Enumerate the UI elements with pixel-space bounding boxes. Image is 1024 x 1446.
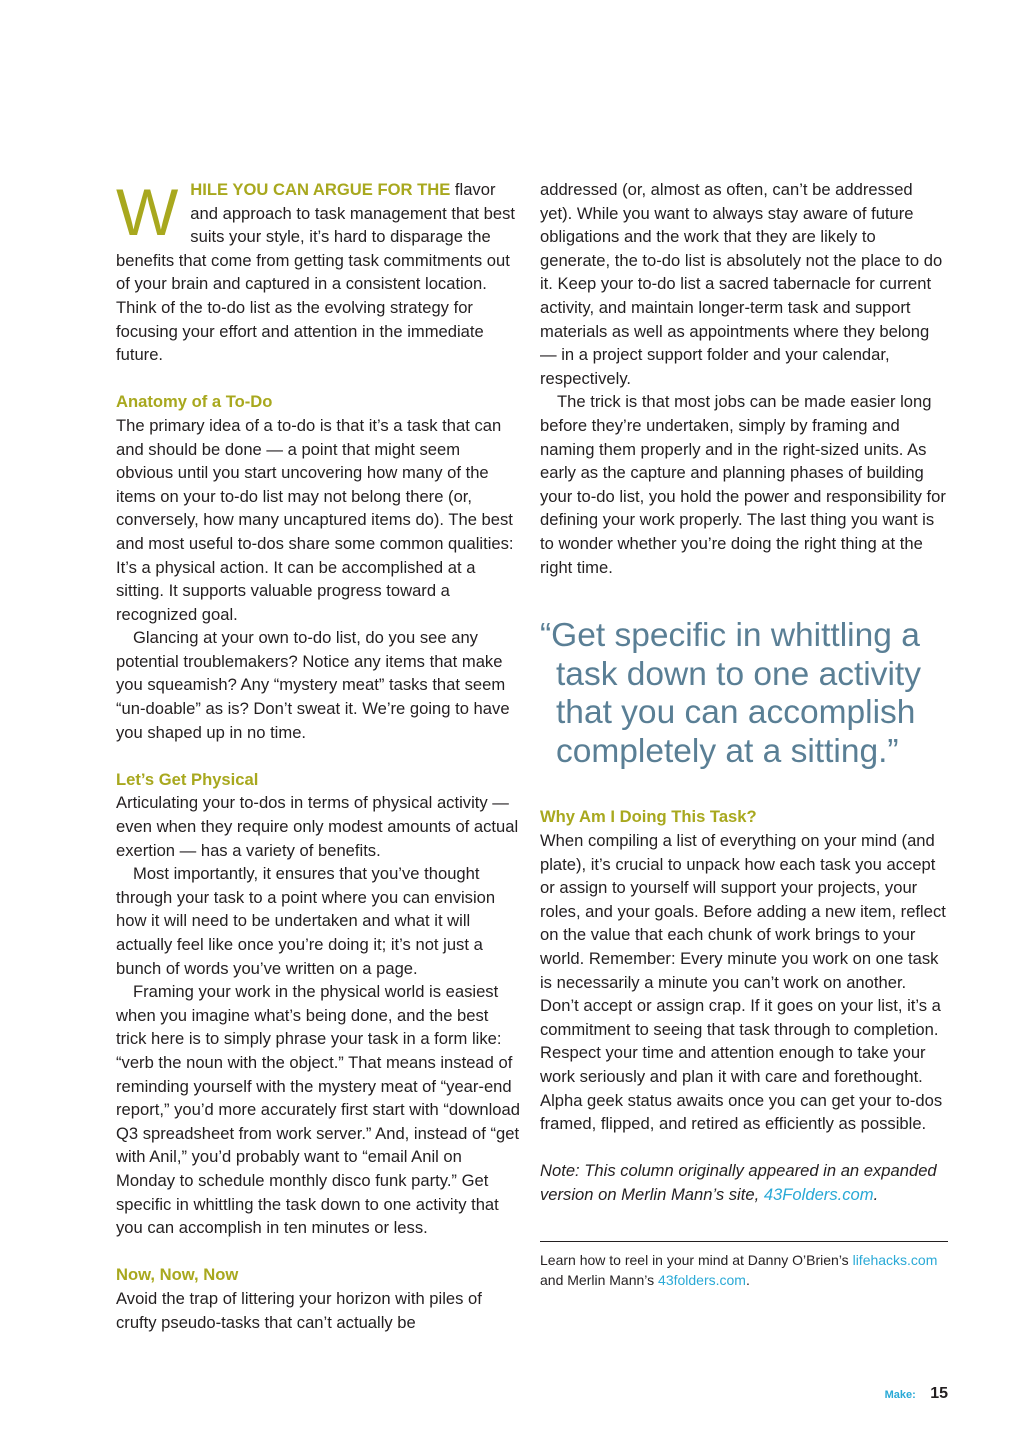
lead-in: HILE YOU CAN ARGUE FOR THE — [190, 180, 451, 199]
intro-paragraph — [116, 175, 521, 367]
paragraph: The primary idea of a to-do is that it’s a task that can and should be done — a point that might seem obvious until you start uncovering how many of the items on your to-do list may not belong there (or, conversely, how many uncaptured items do). The best and most useful to-dos share some common qualities: It’s a physical action. It can be accomplished at a sitting. It supports valuable progress toward a recognized goal. — [116, 415, 514, 624]
paragraph: When compiling a list of everything on your mind (and plate), it’s crucial to unpack how each task you accept or assign to yourself will support your projects, your roles, and your goals. Before adding a new item, reflect on the value that each chunk of work brings to your world. Remember: Every minute you work on one task is necessarily a minute you can’t work on another. Don’t accept or assign crap. If it goes on your list, it’s a commitment to seeing that task through to completion. Respect your time and attention enough to take your work seriously and plan it with care and forethought. Alpha geek status awaits once you can get your to-dos framed, flipped, and retired as efficiently as possible. — [540, 831, 946, 1134]
heading-anatomy: Anatomy of a To-Do — [116, 392, 273, 412]
editor-note — [540, 1159, 948, 1206]
page-number: 15 — [930, 1385, 948, 1402]
drop-cap: W — [116, 175, 179, 249]
paragraph: Most importantly, it ensures that you’ve thought through your task to a point where you can envision how it will need to be undertaken and what it will actually feel like once you’re doing it; it’s not just a bunch of words you’ve written on a page. — [116, 864, 496, 978]
paragraph: addressed (or, almost as often, can’t be addressed yet). While you want to always stay aware of future obligations and the work that they are likely to generate, the to-do list is absolutely not the place to do it. Keep your to-do list a sacred tabernacle for current activity, and maintain longer-term task and support materials as well as appointments where they belong — in a project support folder and your calendar, respectively. — [540, 180, 943, 388]
right-column — [540, 178, 948, 1290]
paragraph: The trick is that most jobs can be made easier long before they’re undertaken, simply by framing and naming them properly and in the right-sized units. As early as the capture and planning phases of building your to-do list, you hold the power and responsibility for defining your work properly. The last thing you want is to wonder whether you’re doing the right thing at the right time. — [540, 392, 946, 577]
footnote-text: Learn how to reel in your mind at Danny O’Brien’s — [540, 1251, 849, 1268]
paragraph: Glancing at your own to-do list, do you see any potential troublemakers? Notice any items that make you squeamish? Any “mystery meat” tasks that seem “un-doable” as is? Don’t sweat it. We’re going to have you shaped up in no time. — [116, 628, 510, 742]
footnote-end: . — [745, 1271, 750, 1288]
heading-now: Now, Now, Now — [116, 1265, 239, 1285]
paragraph: Avoid the trap of littering your horizon with piles of crufty pseudo-tasks that can’t actually be — [116, 1288, 482, 1332]
left-column — [116, 175, 521, 1334]
note-link[interactable]: 43Folders.com — [763, 1184, 874, 1204]
pull-quote: “Get specific in whittling a task down to one activity that you can accomplish completely at a sitting.” — [540, 617, 921, 770]
footnote-text: and Merlin Mann’s — [540, 1271, 655, 1288]
lifehacks-link[interactable]: lifehacks.com — [852, 1251, 938, 1268]
heading-why: Why Am I Doing This Task? — [540, 807, 757, 827]
magazine-brand: Make: — [884, 1389, 916, 1401]
paragraph: Articulating your to-dos in terms of physical activity — even when they require only modest amounts of actual exertion — has a variety of benefits. — [116, 793, 519, 860]
heading-physical: Let’s Get Physical — [116, 769, 259, 789]
note-text: Note: This column originally appeared in an expanded version on Merlin Mann’s site, — [540, 1161, 937, 1204]
page-footer — [885, 1385, 948, 1403]
43folders-link[interactable]: 43folders.com — [658, 1271, 746, 1288]
footnote — [540, 1241, 948, 1290]
note-end: . — [873, 1184, 879, 1204]
intro-text: flavor and approach to task management that best suits your style, it’s hard to disparage the benefits that come from getting task commitments out of your brain and captured in a consistent location. Think of the to-do list as the evolving strategy for focusing your effort and attention in the immediate future. — [116, 180, 516, 365]
paragraph: Framing your work in the physical world is easiest when you imagine what’s being done, and the best trick here is to simply phrase your task in a form like: “verb the noun with the object.” That means instead of reminding yourself with the mystery meat of “year-end report,” you’d more accurately first start with “download Q3 spreadsheet from work server.” And, instead of “get with Anil,” you’d probably want to “email Anil on Monday to schedule monthly disco funk party.” Get specific in whittling the task down to one activity that you can accomplish in ten minutes or less. — [116, 982, 520, 1238]
